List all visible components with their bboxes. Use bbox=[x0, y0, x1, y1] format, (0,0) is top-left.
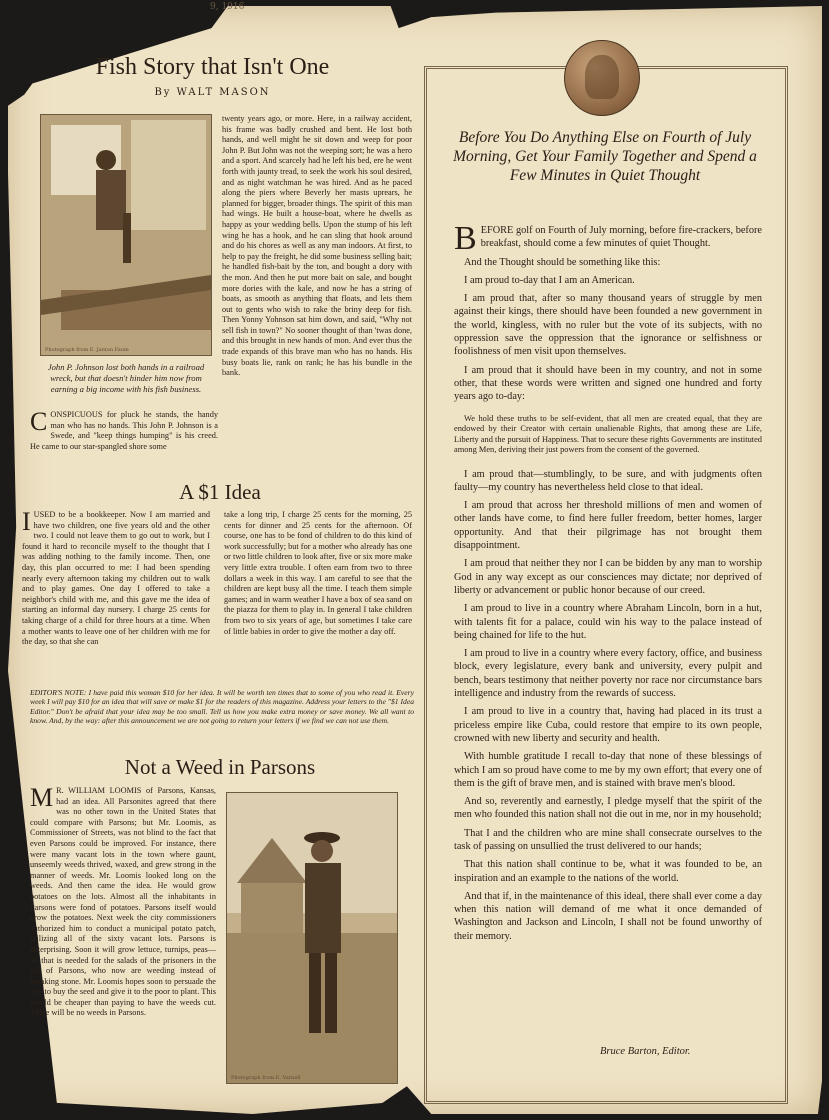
editorial-p8: I am proud that neither they nor I can be bidden by any man to worship God in any way except as our consciences may dictate; nor deprived of liberty or advancement or public honor because of our creed. bbox=[454, 558, 762, 596]
editorial-p11: I am proud to live in a country that, having had placed in its trust a priceless empire like Cuba, could restore that empire to its own people, crowned with new liberty and security and health. bbox=[454, 706, 762, 744]
editorial-p12: With humble gratitude I recall to-day that none of these blessings of which I am so proud have come to me by my own effort; that every one of them is the gift of brave men, and is stained with brave men's blood. bbox=[454, 751, 762, 789]
story1-header bbox=[20, 2, 405, 98]
editorial-heading: Before You Do Anything Else on Fourth of July Morning, Get Your Family Together and Spend a Few Minutes in Quiet Thought bbox=[453, 129, 757, 184]
editorial-dropcap: B bbox=[454, 220, 477, 257]
portrait-medallion-icon bbox=[564, 40, 640, 116]
editor-signature: Bruce Barton, Editor. bbox=[600, 1046, 691, 1057]
johnson-caption: John P. Johnson lost both hands in a railroad wreck, but that doesn't hinder him now from earning a big income with his fish business. bbox=[47, 362, 205, 394]
loomis-photo bbox=[226, 792, 398, 1084]
editorial-p3: I am proud to-day that I am an American. bbox=[464, 274, 635, 286]
editorial-p1 bbox=[454, 220, 762, 257]
editorial-p9: I am proud to live in a country where Abraham Lincoln, born in a hut, with talents fit for a palace, could win his way to the palace instead of being chained for life to the hut. bbox=[454, 603, 762, 641]
story3-body-text: R. WILLIAM LOOMIS of Parsons, Kansas, had an idea. All Parsonites agreed that there was no other town in the United States that could compare with Parsons; but Mr. Loomis, as Commissioner of Streets, was not blind to the fact that even Parsons could be improved. For instance, there were many vacant lots in the town where gaunt, unseemly weeds thrived, waxed, and grew strong in the manner of weeds. Mr. Loomis looked long on the weeds. And then came the idea. He would grow potatoes on the lots. Almost all the inhabitants in Parsons were fond of potatoes. Parsons itself would grow the potatoes. Next week the city commissioners authorized him to conduct a municipal potato patch, utilizing all of the sixty vacant lots. Parsons is enterprising. Soon it will grow lettuce, turnips, peas—all that is needed for the salads of the prisoners in the jail of Parsons, who now are weeding instead of breaking stone. Mr. Loomis hopes soon to persuade the city to buy the seed and give it to the poor to plant. This would be cheaper than paying to have the weeds cut. There will be no weeds in Parsons. bbox=[30, 786, 216, 1018]
story1-dropcap: C bbox=[30, 410, 48, 436]
story1-col2: twenty years ago, or more. Here, in a railway accident, his frame was badly crushed and bent. He lost both hands, and well might he sit down and weep for poor John P. But John was not the weeping sort; he was a hero and a sport. And scarcely had he left his bed, ere he went forth with jaunty tread, to seek the work his soul desired, and as night watchman he was hired. And as he paced along the piers where Beverly her masts uprears, he planned for bigger, broader things. The spirit of this man had wings. He built a house-boat, where he dwells as happy as your wedding bells. Upon the stump of his left wing he has a hook, and he can sling that hook around and do his chores as well as any man indoors. At first, to help to pay the freight, he did some business selling bait; he handled fish-bait by the ton, and bought a dory with the mon. And then he put more bait on sale, and bought more dories with the kale, and now he has a string of boats, as smooth as anything that floats, and lets them out to gents who wish to rake the briny deep for fish. Then Yonny Yohnson sat him down, and said, "Why not sell fish in town?" No sooner thought of than 'twas done, and this brought in new hands of mon. And ever thus the trade expands of this brave man who has no hands. His busy boats lie, rank on rank; he has his bundle in the bank. bbox=[222, 114, 412, 378]
editors-note: EDITOR'S NOTE: I have paid this woman $10 for her idea. It will be worth ten times that to some of you who read it. Every week I will pay $10 for an idea that will save or make $1 for the readers of this magazine. Address your letters to the "$1 Idea Editor." Don't be afraid that your idea may be too small. Tell us how you make extra money or save money. We all want to know. And, by the way: after this announcement we are not going to return your letters if we find we can not use them. bbox=[30, 688, 414, 726]
story1-title: Fish Story that Isn't One bbox=[95, 54, 330, 80]
loomis-photo-credit: Photograph from E. Varnell bbox=[231, 1075, 301, 1081]
editorial-p15: That this nation shall continue to be, what it was founded to be, an inspiration and an example to the nations of the world. bbox=[454, 859, 762, 884]
johnson-photo bbox=[40, 114, 212, 356]
editorial-p6: I am proud that—stumblingly, to be sure, and with judgments often faulty—my country has nevertheless held close to that ideal. bbox=[454, 468, 762, 493]
story3-dropcap: M bbox=[30, 786, 54, 812]
editorial-p4: I am proud that, after so many thousand years of struggle by men against their kings, there should have been founded a new government in the world, kingless, with no ruler but the vote of its subjects, with no oppression save the oppression that the ignorance or selfishness or foolishness of men visit upon themselves. bbox=[454, 293, 762, 358]
story2-dropcap: I bbox=[22, 510, 31, 536]
story3-body bbox=[30, 786, 216, 1088]
story2-title: A $1 Idea bbox=[179, 480, 261, 504]
story2-columns bbox=[22, 510, 412, 678]
photo-credit: Photograph from E. Janton Faum bbox=[45, 347, 129, 353]
story1-byline: By WALT MASON bbox=[154, 87, 271, 98]
editorial-p2: And the Thought should be something like this: bbox=[464, 256, 661, 268]
editorial-p1-text: EFORE golf on Fourth of July morning, before fire-crackers, before breakfast, should come a few minutes of quiet Thought. bbox=[480, 225, 762, 250]
editorial-body bbox=[454, 220, 762, 948]
editorial-p10: I am proud to live in a country where every factory, office, and business block, every legislature, every bank and university, every pulpit and bench, bears testimony that neither poverty nor race nor circumstance bars intelligence and industry from the rewards of success. bbox=[454, 648, 762, 700]
story3-title: Not a Weed in Parsons bbox=[124, 755, 316, 779]
story1-intro bbox=[30, 410, 218, 454]
declaration-quote: We hold these truths to be self-evident, that all men are created equal, that they are endowed by their Creator with certain unalienable Rights, that among these are Life, Liberty and the pursuit of Happiness. That to secure these rights Governments are instituted among Men, deriving their just powers from the consent of the governed. bbox=[454, 413, 762, 455]
editorial-p14: That I and the children who are mine shall consecrate ourselves to the task of passing on unsullied the trust delivered to our hands; bbox=[454, 827, 762, 852]
editorial-p5: I am proud that it should have been in my country, and not in some other, that these words were written and signed one hundred and forty years ago to-day: bbox=[454, 364, 762, 403]
story2-col1-text: USED to be a bookkeeper. Now I am married and have two children, one five years old and the other two. I could not leave them to go out to work, but I found it hard to reconcile myself to the thought that I was adding nothing to the family income. Then, one day, this plan occurred to me: I had been spending nearly every afternoon taking my children out to walk and to play games. One day I offered to take a neighbor's child with me, and this gave me the idea of starting an informal day nursery. I charge 25 cents for taking charge of a child for three hours at a time. When a mother wants to leave one of her children with me for the day, so that she can bbox=[22, 510, 210, 647]
story1-intro-text: ONSPICUOUS for pluck he stands, the handy man who has no hands. This John P. Johnson is a Swede, and "keep things humping" is his creed. He came to our star-spangled shore some bbox=[30, 410, 218, 451]
fisherman-photo-icon bbox=[41, 115, 211, 355]
editorial-p7: I am proud that across her threshold millions of men and women of other lands have come, to find here fuller freedom, better homes, larger opportunity. And that their pilgrimage has not brought them disappointment. bbox=[454, 500, 762, 552]
story2-col2: take a long trip, I charge 25 cents for the morning, 25 cents for dinner and 25 cents for the afternoon. Of course, one has to be fond of children to do this kind of work successfully; but for a mother who already has one or two little children to look after, five or six more make very little extra trouble. I often earn from two to three dollars a week in this way. I am careful to see that the children are kept busy all the time. I teach them simple games; and in warm weather I have a box of sea sand on the piazza for them to play in. In general I take children from two to six years of age, but sometimes I take care of little babies in order to give the mother a day off. bbox=[224, 510, 412, 636]
date-fragment: 9, 1916 bbox=[210, 2, 245, 12]
man-in-field-photo-icon bbox=[227, 793, 397, 1083]
editorial-p16: And that if, in the maintenance of this ideal, there shall ever come a day when this nation will demand of me what it once demanded of Washington and Jackson and Lincoln, I shall not be found unworthy of their memory. bbox=[454, 890, 762, 942]
editorial-p13: And so, reverently and earnestly, I pledge myself that the spirit of the men who founded this nation shall not die out in me, nor in my household; bbox=[454, 796, 762, 821]
story2-col1 bbox=[22, 510, 210, 678]
